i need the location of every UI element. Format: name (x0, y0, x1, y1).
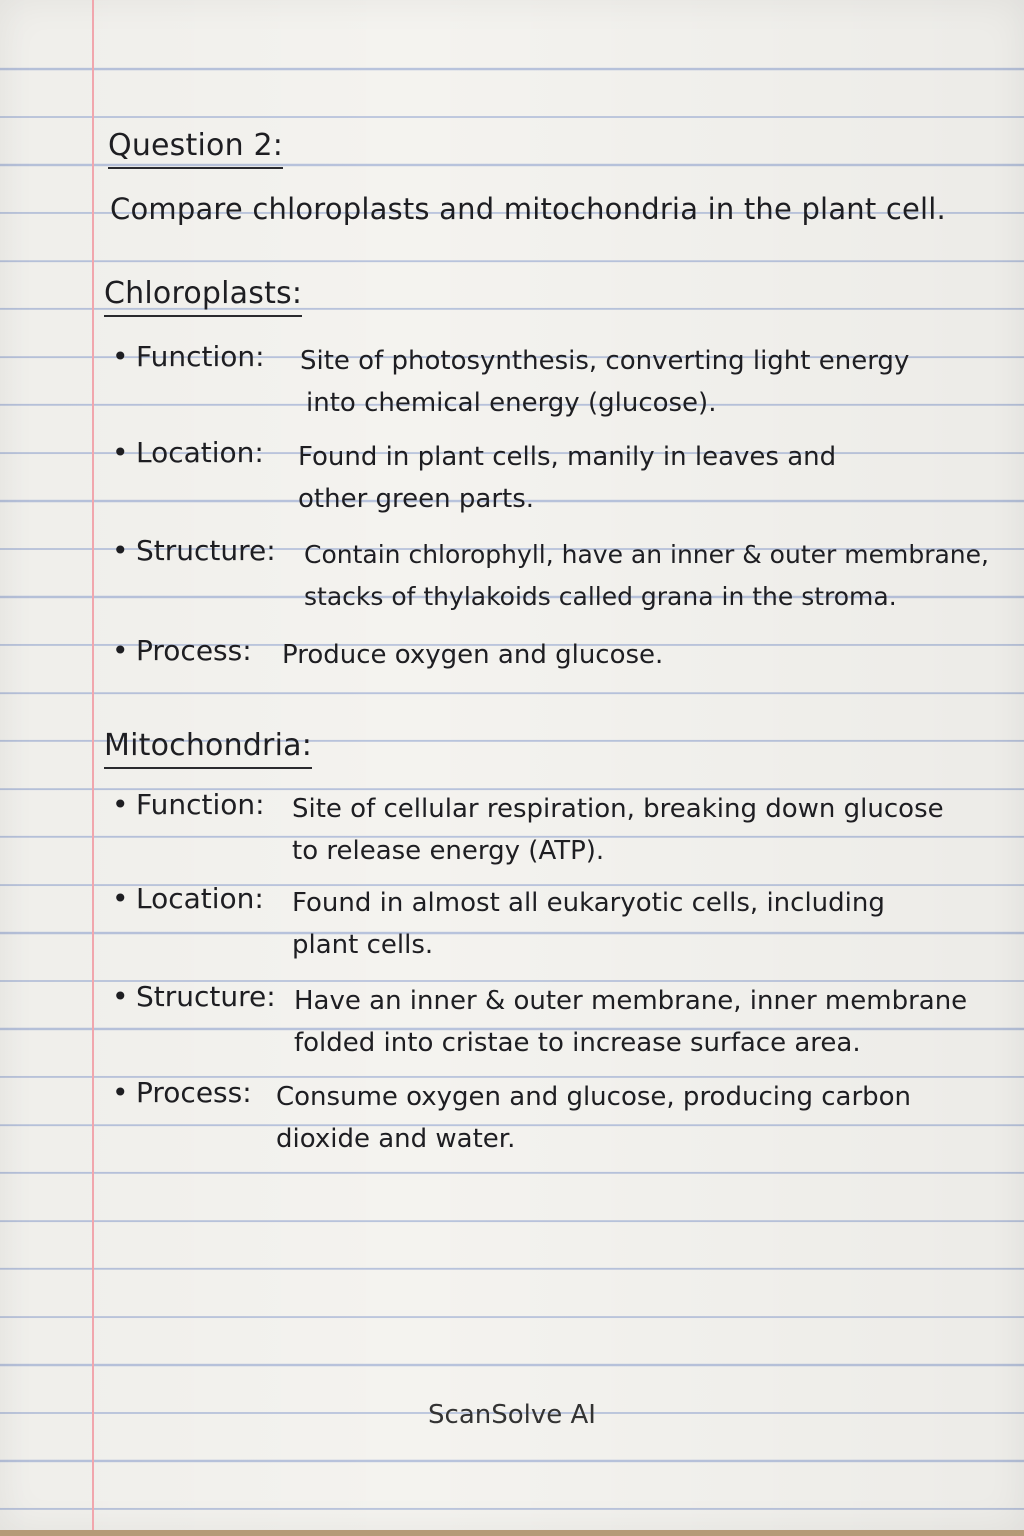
description-line: Have an inner & outer membrane, inner membrane (294, 986, 968, 1016)
bullet-icon: • (112, 788, 129, 821)
item-label: Function: (136, 788, 265, 821)
item-description (276, 1076, 911, 1160)
item-label: Location: (136, 436, 264, 469)
item-description (300, 340, 909, 424)
item-description (304, 534, 989, 618)
description-line: Site of photosynthesis, converting light energy (300, 346, 910, 376)
item-label: Process: (136, 634, 252, 667)
bullet-icon: • (112, 882, 129, 915)
bullet-icon: • (112, 634, 129, 667)
description-line: folded into cristae to increase surface area. (294, 1028, 861, 1058)
item-label: Process: (136, 1076, 252, 1109)
bullet-icon: • (112, 436, 129, 469)
item-label: Location: (136, 882, 264, 915)
item-description (294, 980, 967, 1064)
description-line: to release energy (ATP). (292, 836, 605, 866)
item-description (292, 882, 885, 966)
bullet-icon: • (112, 340, 129, 373)
description-line: Found in plant cells, manily in leaves and (298, 442, 837, 472)
margin-line (92, 0, 94, 1530)
description-line: Contain chlorophyll, have an inner & outer membrane, (304, 540, 989, 569)
bullet-icon: • (112, 534, 129, 567)
question-title: Question 2: (108, 128, 283, 169)
item-description (292, 788, 944, 872)
bullet-icon: • (112, 980, 129, 1013)
description-line: stacks of thylakoids called grana in the stroma. (304, 582, 897, 611)
bullet-icon: • (112, 1076, 129, 1109)
description-line: Site of cellular respiration, breaking down glucose (292, 794, 944, 824)
section-heading-chloroplasts: Chloroplasts: (104, 276, 302, 317)
description-line: other green parts. (298, 484, 535, 514)
description-line: plant cells. (292, 930, 434, 960)
description-line: into chemical energy (glucose). (306, 388, 717, 418)
description-line: Found in almost all eukaryotic cells, including (292, 888, 885, 918)
item-description (282, 634, 663, 676)
item-description (298, 436, 836, 520)
description-line: Consume oxygen and glucose, producing carbon (276, 1082, 912, 1112)
description-line: dioxide and water. (276, 1124, 516, 1154)
item-label: Structure: (136, 534, 276, 567)
section-heading-mitochondria: Mitochondria: (104, 728, 312, 769)
description-line: Produce oxygen and glucose. (282, 640, 664, 670)
question-text: Compare chloroplasts and mitochondria in the plant cell. (110, 192, 946, 226)
item-label: Structure: (136, 980, 276, 1013)
footer-brand: ScanSolve AI (428, 1400, 596, 1430)
item-label: Function: (136, 340, 265, 373)
